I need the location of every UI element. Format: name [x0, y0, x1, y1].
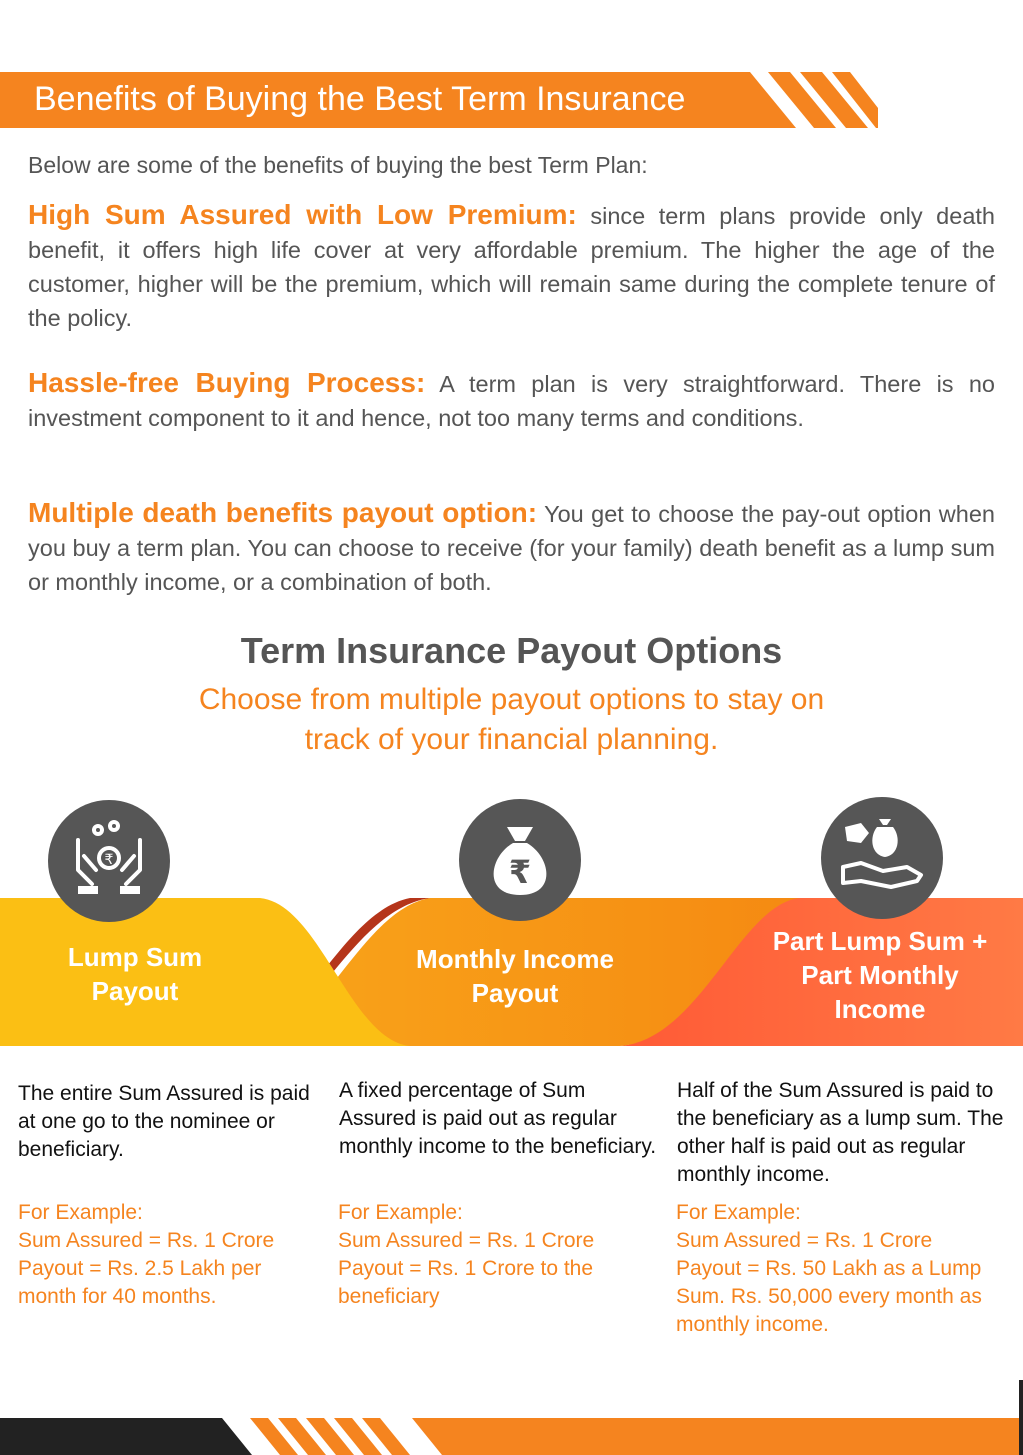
example-heading: For Example: [338, 1201, 463, 1224]
intro-text: Below are some of the benefits of buying the best Term Plan: [28, 152, 648, 178]
example-line: Sum Assured = Rs. 1 Crore [676, 1229, 933, 1252]
svg-text:₹: ₹ [508, 853, 532, 891]
option-label-lump-sum [20, 940, 250, 1008]
page-title: Benefits of Buying the Best Term Insurance [34, 80, 686, 118]
section-title: Term Insurance Payout Options [240, 630, 783, 671]
benefit-text: A term plan is very straightforward. There is no investment component to it and hence, not too many terms and conditions. [28, 371, 995, 431]
example-heading: For Example: [676, 1201, 801, 1224]
option-label-monthly-income [375, 942, 655, 1010]
label-line: Part Lump Sum + [772, 926, 988, 956]
benefit-heading: High Sum Assured with Low Premium: [28, 199, 577, 230]
option-description: The entire Sum Assured is paid at one go to the nominee or beneficiary. [18, 1082, 310, 1161]
example-line: Payout = Rs. 1 Crore to the beneficiary [338, 1257, 594, 1308]
benefit-paragraph [28, 366, 995, 435]
example-line: Payout = Rs. 2.5 Lakh per month for 40 months. [18, 1257, 262, 1308]
hand-money-icon [821, 797, 943, 919]
benefit-paragraph [28, 198, 995, 335]
benefit-heading: Multiple death benefits payout option: [28, 497, 538, 528]
option-description: Half of the Sum Assured is paid to the beneficiary as a lump sum. The other half is paid out as regular monthly income. [677, 1079, 1004, 1186]
subtitle-line: track of your financial planning. [304, 723, 719, 756]
option-example [338, 1199, 658, 1311]
svg-text:₹: ₹ [104, 852, 114, 868]
money-bag-icon [459, 799, 581, 921]
label-line: Lump Sum [67, 942, 203, 972]
option-label-part-lump-sum [735, 924, 1023, 1026]
benefit-text: You get to choose the pay-out option when you buy a term plan. You can choose to receive (for your family) death benefit as a lump sum or monthly income, or a combination of both. [28, 501, 995, 595]
footer-stripe [0, 1418, 1023, 1455]
edge-line [1019, 1380, 1023, 1455]
hands-coins-icon [48, 800, 170, 922]
label-line: Income [834, 994, 926, 1024]
example-heading: For Example: [18, 1201, 143, 1224]
benefit-paragraph [28, 496, 995, 599]
subtitle-line: Choose from multiple payout options to stay on [198, 683, 825, 716]
example-line: Sum Assured = Rs. 1 Crore [338, 1229, 595, 1252]
option-example [18, 1199, 318, 1311]
label-line: Payout [471, 978, 559, 1008]
option-example [676, 1199, 1021, 1339]
label-line: Monthly Income [416, 944, 614, 974]
example-line: Sum Assured = Rs. 1 Crore [18, 1229, 275, 1252]
benefit-text: since term plans provide only death benefit, it offers high life cover at very affordable premium. The higher the age of the customer, higher will be the premium, which will remain same during the complete tenure of the policy. [28, 203, 995, 331]
option-description: A fixed percentage of Sum Assured is paid out as regular monthly income to the beneficiary. [339, 1079, 657, 1158]
label-line: Part Monthly [801, 960, 959, 990]
benefit-heading: Hassle-free Buying Process: [28, 367, 426, 398]
label-line: Payout [91, 976, 179, 1006]
example-line: Payout = Rs. 50 Lakh as a Lump Sum. Rs. 50,000 every month as monthly income. [676, 1257, 982, 1336]
section-subtitle [0, 680, 1023, 760]
